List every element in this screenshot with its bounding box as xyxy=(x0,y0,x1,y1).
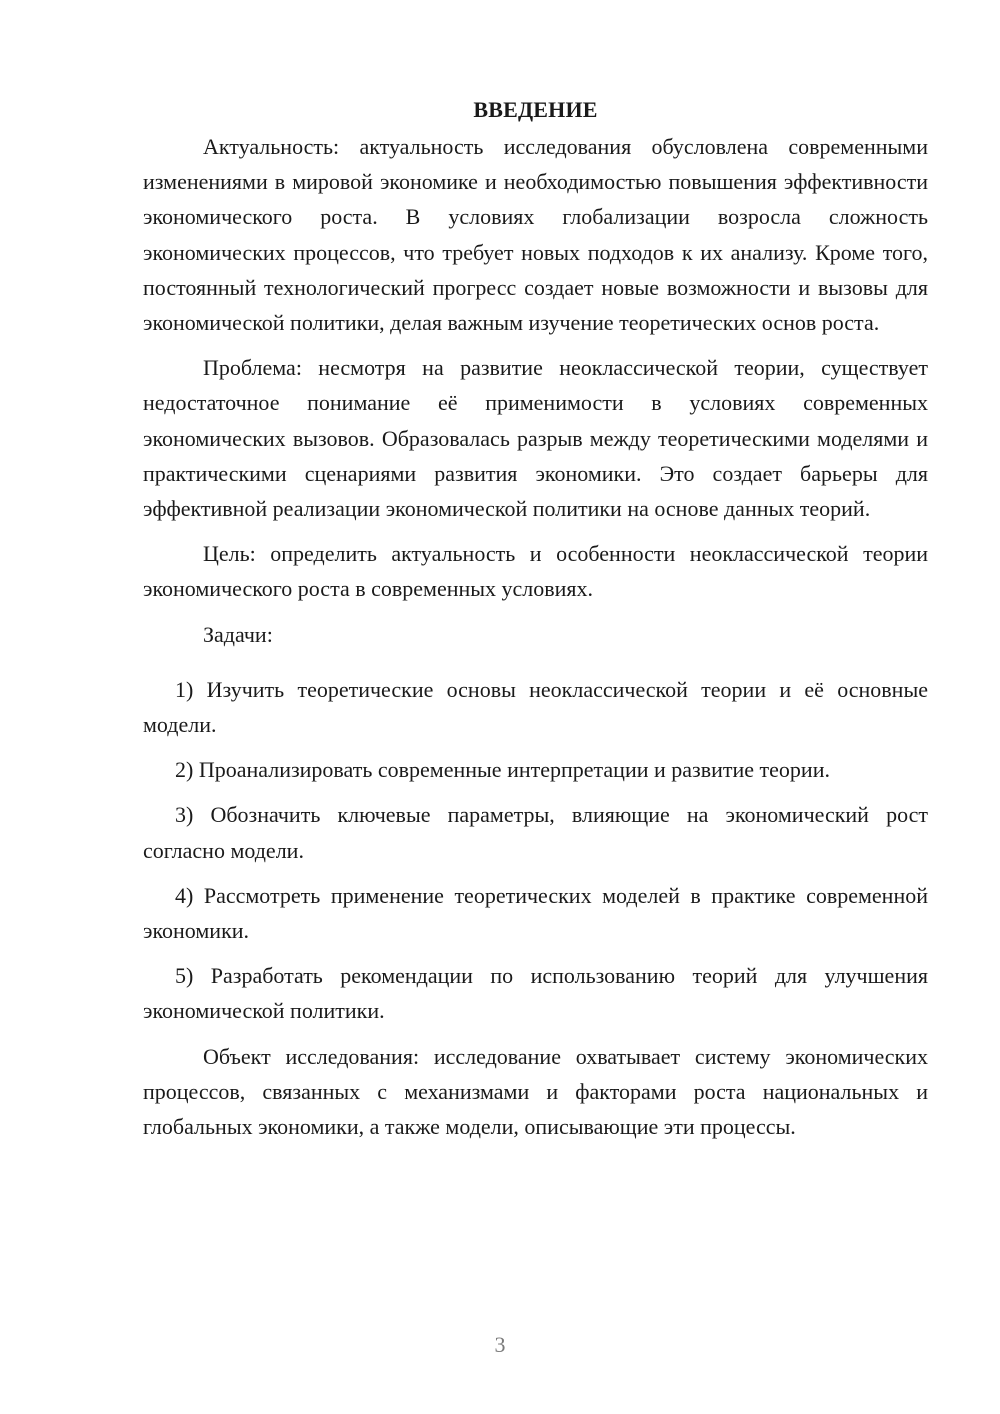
goal-paragraph: Цель: определить актуальность и особенности неоклассической теории экономического роста в современных условиях. xyxy=(143,541,928,602)
task-item: 4) Рассмотреть применение теоретических моделей в практике современной экономики. xyxy=(143,882,928,944)
task-item: 3) Обозначить ключевые параметры, влияющие на экономический рост согласно модели. xyxy=(143,802,928,863)
tasks-label: Задачи: xyxy=(203,621,273,647)
section-title: ВВЕДЕНИЕ xyxy=(473,97,598,122)
page-number: 3 xyxy=(494,1332,506,1357)
object-paragraph: Объект исследования: исследование охватывает систему экономических процессов, связанных с механизмами и факторами роста национальных и глобальных экономики, а также модели, описывающие эти процессы. xyxy=(143,1043,928,1140)
task-item: 1) Изучить теоретические основы неоклассической теории и её основные модели. xyxy=(143,676,928,738)
relevance-paragraph: Актуальность: актуальность исследования обусловлена современными изменениями в мировой экономике и необходимостью повышения эффективности экономического роста. В условиях глобализации возросла сложность экономических процессов, что требует новых подходов к их анализу. Кроме того, постоянный технологический прогресс создает новые возможности и вызовы для экономической политики, делая важным изучение теоретических основ роста. xyxy=(143,134,928,336)
task-item: 5) Разработать рекомендации по использованию теорий для улучшения экономической политики. xyxy=(143,963,928,1024)
document-page xyxy=(143,92,928,1154)
task-item: 2) Проанализировать современные интерпретации и развитие теории. xyxy=(175,757,830,783)
task-list xyxy=(143,672,928,1029)
problem-paragraph: Проблема: несмотря на развитие неоклассической теории, существует недостаточное понимание её применимости в условиях современных экономических вызовов. Образовалась разрыв между теоретическими моделями и практическими сценариями развития экономики. Это создает барьеры для эффективной реализации экономической политики на основе данных теорий. xyxy=(143,355,928,522)
